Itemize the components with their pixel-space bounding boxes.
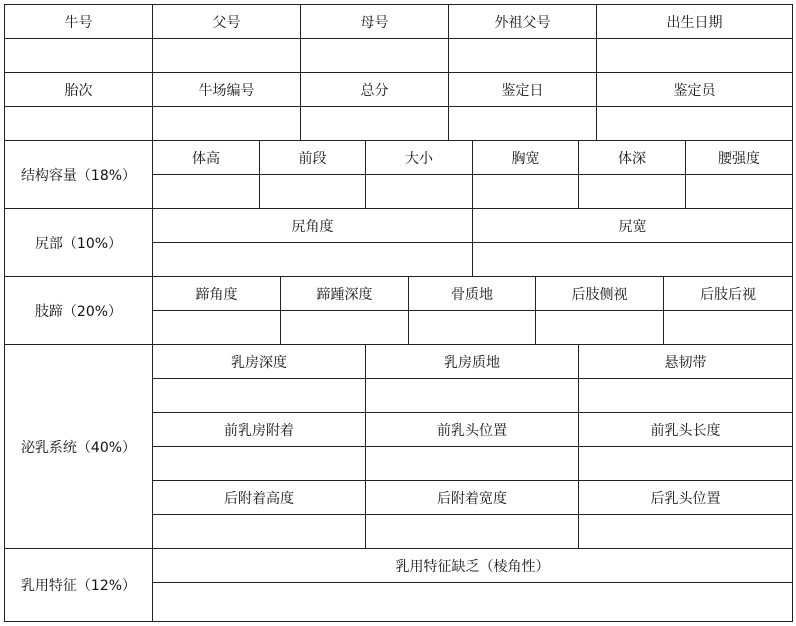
input-cell[interactable] (5, 39, 153, 73)
input-cell[interactable] (449, 39, 597, 73)
input-cell[interactable] (597, 107, 792, 141)
header-cell: 总分 (301, 73, 449, 107)
input-cell[interactable] (366, 447, 579, 481)
trait-label: 后附着高度 (153, 481, 366, 515)
input-cell[interactable] (153, 243, 473, 277)
header-cell: 胎次 (5, 73, 153, 107)
section-label-rump: 尻部（10%） (5, 209, 153, 277)
header-cell: 母号 (301, 5, 449, 39)
input-cell[interactable] (301, 39, 449, 73)
input-cell[interactable] (366, 379, 579, 413)
trait-label: 前乳房附着 (153, 413, 366, 447)
trait-label: 尻角度 (153, 209, 473, 243)
input-cell[interactable] (597, 39, 792, 73)
input-cell[interactable] (579, 379, 792, 413)
trait-label: 前乳头长度 (579, 413, 792, 447)
header-cell: 牛场编号 (153, 73, 301, 107)
section-label-dairy: 乳用特征（12%） (5, 549, 153, 621)
input-cell[interactable] (536, 311, 664, 345)
section-label-mammary: 泌乳系统（40%） (5, 345, 153, 549)
input-cell[interactable] (449, 107, 597, 141)
trait-label: 蹄角度 (153, 277, 281, 311)
input-cell[interactable] (260, 175, 366, 209)
trait-label: 前段 (260, 141, 366, 175)
header-cell: 牛号 (5, 5, 153, 39)
trait-label: 骨质地 (409, 277, 536, 311)
trait-label: 体高 (153, 141, 260, 175)
input-cell[interactable] (153, 447, 366, 481)
trait-label: 后肢侧视 (536, 277, 664, 311)
section-label-feet-legs: 肢蹄（20%） (5, 277, 153, 345)
input-cell[interactable] (579, 515, 792, 549)
header-cell: 父号 (153, 5, 301, 39)
input-cell[interactable] (5, 107, 153, 141)
trait-label: 体深 (579, 141, 686, 175)
trait-label: 前乳头位置 (366, 413, 579, 447)
trait-label: 悬韧带 (579, 345, 792, 379)
section-label-structure: 结构容量（18%） (5, 141, 153, 209)
trait-label: 后肢后视 (664, 277, 792, 311)
input-cell[interactable] (473, 243, 792, 277)
input-cell[interactable] (579, 175, 686, 209)
input-cell[interactable] (153, 39, 301, 73)
trait-label: 胸宽 (473, 141, 579, 175)
header-cell: 外祖父号 (449, 5, 597, 39)
trait-label: 后乳头位置 (579, 481, 792, 515)
input-cell[interactable] (153, 583, 792, 621)
input-cell[interactable] (153, 175, 260, 209)
trait-label: 尻宽 (473, 209, 792, 243)
header-cell: 鉴定日 (449, 73, 597, 107)
header-cell: 出生日期 (597, 5, 792, 39)
trait-label: 乳用特征缺乏（棱角性） (153, 549, 792, 583)
trait-label: 腰强度 (686, 141, 792, 175)
input-cell[interactable] (153, 379, 366, 413)
input-cell[interactable] (473, 175, 579, 209)
trait-label: 大小 (366, 141, 473, 175)
input-cell[interactable] (579, 447, 792, 481)
input-cell[interactable] (409, 311, 536, 345)
input-cell[interactable] (153, 311, 281, 345)
input-cell[interactable] (153, 107, 301, 141)
input-cell[interactable] (366, 175, 473, 209)
input-cell[interactable] (281, 311, 409, 345)
header-cell: 鉴定员 (597, 73, 792, 107)
input-cell[interactable] (664, 311, 792, 345)
trait-label: 乳房质地 (366, 345, 579, 379)
input-cell[interactable] (301, 107, 449, 141)
trait-label: 乳房深度 (153, 345, 366, 379)
input-cell[interactable] (153, 515, 366, 549)
input-cell[interactable] (366, 515, 579, 549)
trait-label: 后附着宽度 (366, 481, 579, 515)
input-cell[interactable] (686, 175, 792, 209)
appraisal-form-table (4, 4, 793, 622)
trait-label: 蹄踵深度 (281, 277, 409, 311)
